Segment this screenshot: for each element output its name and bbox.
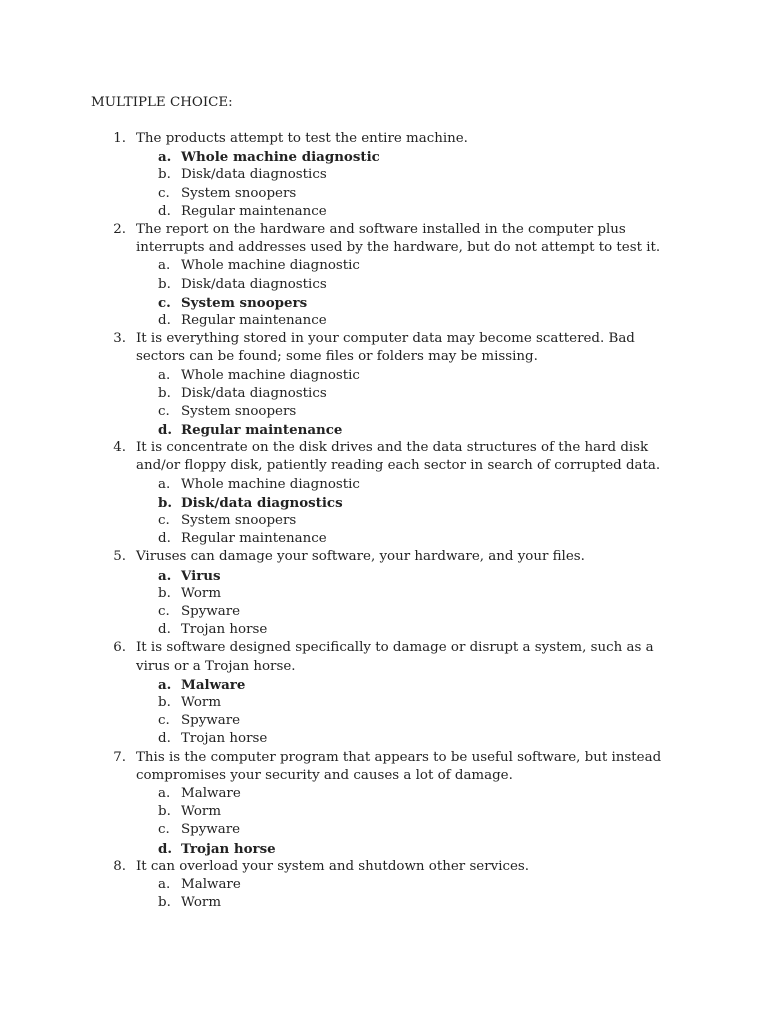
option-letter: a. [158, 676, 172, 693]
option-item [0, 821, 768, 839]
question-text: It can overload your system and shutdown other services. [136, 858, 530, 874]
option-letter: b. [158, 167, 171, 183]
option-list [0, 567, 768, 640]
question-text: It is concentrate on the disk drives and the data structures of the hard disk and/or floppy disk, patiently reading each sector in search of corrupted data. [136, 440, 661, 474]
option-text: Spyware [181, 822, 241, 838]
option-letter: b. [158, 276, 171, 292]
option-text: Trojan horse [181, 840, 276, 857]
question-text: This is the computer program that appears to be useful software, but instead compromises your security and causes a lot of damage. [136, 749, 662, 783]
option-item [0, 257, 768, 275]
option-item [0, 694, 768, 712]
option-text: Trojan horse [181, 622, 268, 638]
option-item [0, 803, 768, 821]
option-item-correct [0, 676, 768, 694]
option-text: Disk/data diagnostics [181, 385, 327, 401]
option-letter: b. [158, 494, 173, 511]
option-list [0, 148, 768, 221]
option-item-correct [0, 294, 768, 312]
option-item [0, 876, 768, 894]
option-letter: c. [158, 403, 170, 419]
option-item-correct [0, 567, 768, 585]
option-item [0, 476, 768, 494]
section-heading: MULTIPLE CHOICE: [91, 95, 233, 110]
option-item [0, 312, 768, 330]
option-item [0, 512, 768, 530]
option-text: Worm [181, 585, 222, 601]
option-text: Regular maintenance [181, 312, 327, 328]
option-letter: d. [158, 312, 171, 328]
option-list [0, 785, 768, 858]
option-item-correct [0, 148, 768, 166]
option-item [0, 730, 768, 748]
question-item [0, 330, 768, 439]
option-letter: c. [158, 513, 170, 529]
option-item [0, 185, 768, 203]
question-text: Viruses can damage your software, your hardware, and your files. [136, 549, 585, 565]
option-item [0, 894, 768, 912]
option-letter: c. [158, 185, 170, 201]
question-item [0, 439, 768, 548]
option-list [0, 676, 768, 749]
option-letter: c. [158, 713, 170, 729]
option-text: Disk/data diagnostics [181, 494, 343, 511]
option-letter: b. [158, 895, 171, 911]
option-list [0, 476, 768, 549]
question-item [0, 548, 768, 639]
option-item [0, 585, 768, 603]
option-text: Trojan horse [181, 731, 268, 747]
option-item [0, 367, 768, 385]
option-text: Whole machine diagnostic [181, 258, 360, 274]
question-item [0, 130, 768, 221]
option-letter: a. [158, 149, 172, 166]
option-text: Disk/data diagnostics [181, 167, 327, 183]
question-text: The report on the hardware and software installed in the computer plus interrupts and addresses used by the hardware, but do not attempt to test it. [136, 221, 661, 256]
option-letter: a. [158, 876, 171, 892]
option-item [0, 785, 768, 803]
option-text: System snoopers [181, 185, 297, 201]
option-text: System snoopers [181, 403, 297, 419]
option-letter: c. [158, 822, 170, 838]
option-letter: b. [158, 585, 171, 601]
option-item-correct [0, 840, 768, 858]
question-text: It is everything stored in your computer data may become scattered. Bad sectors can be found; some files or folders may be missing. [136, 331, 635, 365]
option-text: Regular maintenance [181, 422, 343, 439]
question-list [0, 130, 768, 912]
option-text: Malware [181, 785, 241, 801]
option-letter: a. [158, 476, 171, 492]
option-text: Regular maintenance [181, 531, 327, 547]
option-text: System snoopers [181, 294, 308, 311]
option-letter: c. [158, 604, 170, 619]
option-letter: a. [158, 367, 171, 383]
option-letter: b. [158, 385, 171, 401]
option-letter: a. [158, 258, 171, 274]
option-item-correct [0, 421, 768, 439]
option-letter: d. [158, 531, 171, 547]
question-number: 6. [113, 640, 126, 656]
option-text: Malware [181, 676, 246, 693]
option-item-correct [0, 494, 768, 512]
option-item [0, 276, 768, 294]
option-text: Worm [181, 804, 222, 820]
option-letter: a. [158, 785, 171, 801]
option-text: Worm [181, 895, 222, 911]
option-item [0, 603, 768, 621]
question-number: 7. [113, 749, 126, 765]
question-item [0, 749, 768, 858]
option-letter: b. [158, 694, 171, 710]
option-letter: a. [158, 567, 172, 584]
option-letter: d. [158, 731, 171, 747]
question-number: 5. [113, 549, 126, 565]
option-item [0, 403, 768, 421]
option-letter: d. [158, 840, 173, 857]
question-item [0, 639, 768, 748]
option-list [0, 257, 768, 330]
question-number: 8. [113, 858, 126, 874]
question-item [0, 221, 768, 330]
option-list [0, 367, 768, 440]
option-item [0, 712, 768, 730]
option-item [0, 166, 768, 184]
question-number: 1. [113, 131, 126, 146]
option-letter: c. [158, 294, 171, 311]
question-number: 4. [113, 440, 126, 456]
option-letter: d. [158, 422, 173, 439]
option-letter: d. [158, 203, 171, 219]
question-number: 3. [113, 331, 126, 347]
question-number: 2. [113, 221, 126, 237]
option-text: Regular maintenance [181, 203, 327, 219]
option-item [0, 530, 768, 548]
option-item [0, 621, 768, 639]
option-text: Worm [181, 694, 222, 710]
option-letter: b. [158, 804, 171, 820]
option-text: Whole machine diagnostic [181, 149, 380, 166]
option-text: Spyware [181, 713, 241, 729]
option-letter: d. [158, 622, 171, 638]
option-list [0, 876, 768, 912]
question-item [0, 858, 768, 913]
option-text: Spyware [181, 604, 241, 619]
option-text: Virus [181, 567, 221, 584]
option-text: Malware [181, 876, 241, 892]
question-text: It is software designed specifically to damage or disrupt a system, such as a virus or a Trojan horse. [136, 640, 654, 674]
question-text: The products attempt to test the entire machine. [136, 131, 468, 146]
option-item [0, 203, 768, 221]
option-text: Disk/data diagnostics [181, 276, 327, 292]
option-text: System snoopers [181, 513, 297, 529]
option-item [0, 385, 768, 403]
option-text: Whole machine diagnostic [181, 367, 360, 383]
option-text: Whole machine diagnostic [181, 476, 360, 492]
